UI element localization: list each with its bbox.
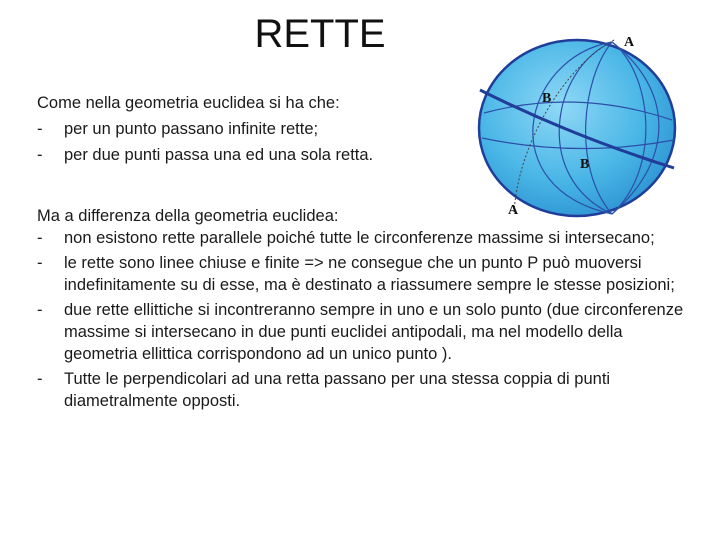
difference-item-text: le rette sono linee chiuse e finite => ne consegue che un punto P può muoversi indefinitamente su di esse, ma è destinato a riassumere sempre le stesse posizioni; bbox=[64, 254, 675, 294]
bullet-dash: - bbox=[37, 370, 43, 388]
difference-item bbox=[37, 227, 697, 249]
difference-block bbox=[37, 205, 697, 415]
slide-title: RETTE bbox=[254, 12, 386, 56]
label-b-lower: B bbox=[580, 157, 590, 172]
sphere-illustration bbox=[462, 28, 682, 224]
bullet-dash: - bbox=[37, 146, 43, 164]
intro-item bbox=[37, 142, 467, 168]
difference-heading: Ma a differenza della geometria euclidea: bbox=[37, 207, 339, 225]
label-a-bottom: A bbox=[508, 203, 519, 218]
bullet-dash: - bbox=[37, 254, 43, 272]
intro-block bbox=[37, 90, 467, 168]
intro-item-text: per un punto passano infinite rette; bbox=[64, 120, 319, 138]
difference-item bbox=[37, 368, 697, 412]
bullet-dash: - bbox=[37, 301, 43, 319]
difference-item-text: due rette ellittiche si incontreranno sempre in uno e un solo punto (due circonferenze massime si intersecano in due punti euclidei antipodali, ma nel modello della geometria ellittica corrispondono ad un unico punto ). bbox=[64, 301, 684, 363]
bullet-dash: - bbox=[37, 229, 43, 247]
label-b-upper: B bbox=[542, 91, 552, 106]
difference-item bbox=[37, 299, 697, 365]
intro-item bbox=[37, 116, 467, 142]
difference-item bbox=[37, 252, 697, 296]
intro-item-text: per due punti passa una ed una sola retta. bbox=[64, 146, 374, 164]
intro-heading: Come nella geometria euclidea si ha che: bbox=[37, 94, 340, 112]
difference-item-text: Tutte le perpendicolari ad una retta passano per una stessa coppia di punti diametralmente opposti. bbox=[64, 370, 611, 410]
sphere-diagram bbox=[462, 28, 682, 224]
difference-item-text: non esistono rette parallele poiché tutte le circonferenze massime si intersecano; bbox=[64, 229, 655, 247]
label-a-top: A bbox=[624, 35, 635, 50]
bullet-dash: - bbox=[37, 120, 43, 138]
